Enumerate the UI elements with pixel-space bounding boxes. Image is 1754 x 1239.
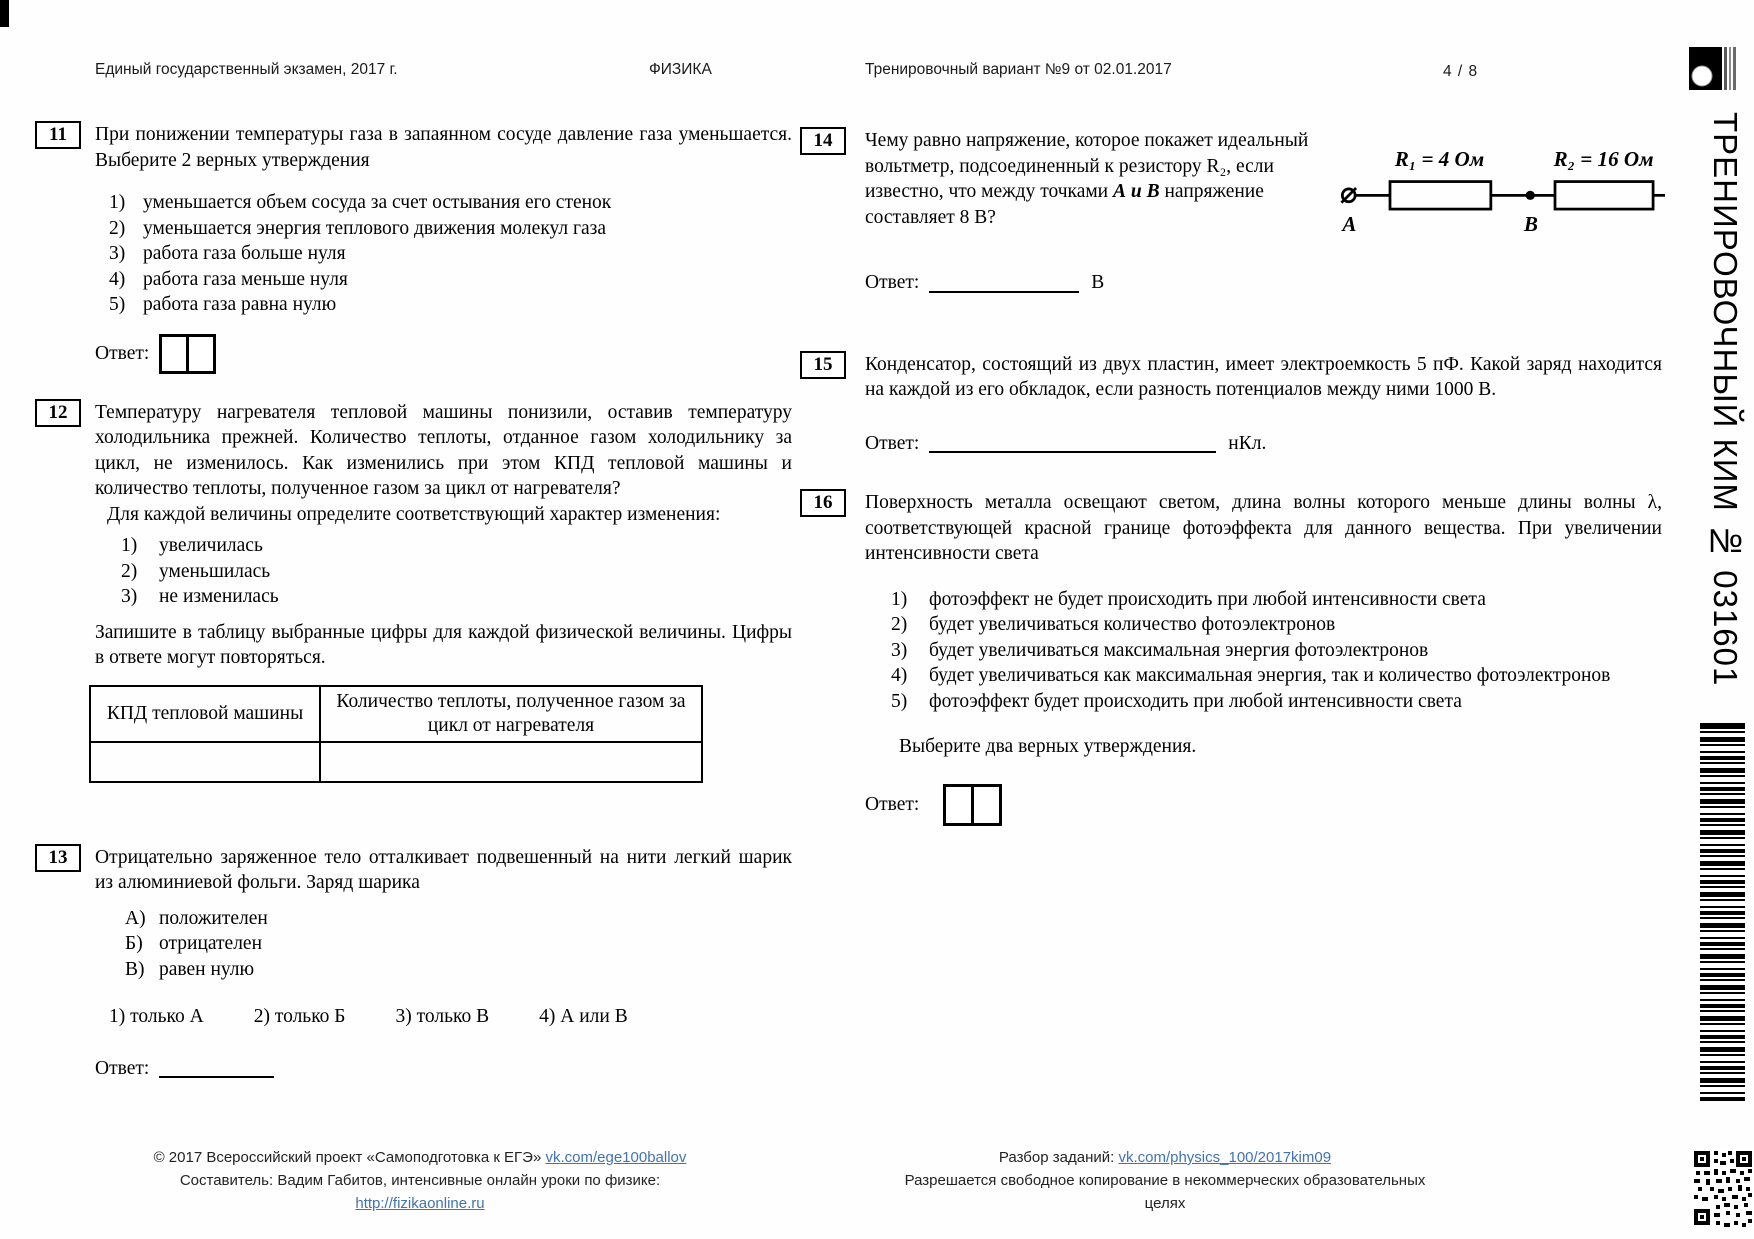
footer-analysis-line bbox=[885, 1146, 1445, 1169]
qr-code bbox=[1692, 1149, 1754, 1229]
q11-option-4 bbox=[109, 267, 792, 293]
option-text: работа газа меньше нуля bbox=[143, 268, 348, 290]
question-16-options bbox=[865, 587, 1662, 715]
question-16-text: Поверхность металла освещают светом, длина волны которого меньше длины волны λ, соответствующей красной границе фотоэффекта для данного вещества. При увеличении интенсивности света bbox=[865, 492, 1662, 564]
footer-copyright-text: © 2017 Всероссийский проект «Самоподготовка к ЕГЭ» bbox=[153, 1149, 546, 1166]
question-13 bbox=[35, 845, 792, 1082]
footer-copyright-line bbox=[120, 1146, 720, 1169]
option-text: будет увеличиваться максимальная энергия фотоэлектронов bbox=[929, 639, 1429, 661]
scan-corner-mark bbox=[0, 0, 9, 27]
option-text: уменьшилась bbox=[159, 560, 271, 582]
header-variant: Тренировочный вариант №9 от 02.01.2017 bbox=[865, 61, 1172, 78]
option-number: 3) bbox=[121, 586, 138, 607]
option-text: отрицателен bbox=[159, 933, 263, 954]
question-13-text: Отрицательно заряженное тело отталкивает подвешенный на нити легкий шарик из алюминиевой фольги. Заряд шарика bbox=[95, 846, 792, 893]
footer-author-line bbox=[120, 1169, 720, 1215]
kim-vertical-label: ТРЕНИРОВОЧНЫЙ КИМ № 031601 bbox=[1707, 112, 1744, 687]
ege100ballov-logo bbox=[1689, 46, 1737, 92]
answer-label: Ответ: bbox=[865, 793, 920, 815]
question-12-options bbox=[95, 533, 792, 610]
q13-choice-1: 1) только А bbox=[109, 1006, 204, 1027]
q15-answer-row bbox=[865, 431, 1662, 457]
circuit-diagram bbox=[1335, 132, 1665, 244]
node-b-dot bbox=[1526, 191, 1535, 200]
q15-answer-blank[interactable] bbox=[929, 433, 1216, 453]
question-12-number: 12 bbox=[35, 399, 81, 427]
answer-label: Ответ: bbox=[95, 1057, 150, 1079]
footer-left bbox=[120, 1146, 720, 1215]
q14-answer-blank[interactable] bbox=[929, 273, 1079, 293]
question-15-text: Конденсатор, состоящий из двух пластин, имеет электроемкость 5 пФ. Какой заряд находится на каждой из его обкладок, если разность потенциалов между ними 1000 В. bbox=[865, 353, 1662, 400]
option-text: положителен bbox=[159, 907, 268, 929]
answer-label: Ответ: bbox=[865, 272, 920, 293]
q15-answer-unit: нКл. bbox=[1228, 432, 1267, 454]
resistor-r2-label: R₂ = 16 Ом bbox=[1553, 147, 1654, 171]
question-11 bbox=[35, 122, 792, 374]
question-14-number: 14 bbox=[800, 127, 846, 155]
option-text: будет увеличиваться количество фотоэлектронов bbox=[929, 614, 1336, 635]
question-13-numbered-options bbox=[95, 1004, 792, 1030]
question-12 bbox=[35, 400, 792, 783]
footer-analysis-link[interactable]: vk.com/physics_100/2017kim09 bbox=[1118, 1149, 1332, 1166]
q11-option-3 bbox=[109, 241, 792, 267]
option-text: не изменилась bbox=[159, 586, 279, 607]
q13-answer-row bbox=[95, 1056, 792, 1082]
option-number: 1) bbox=[121, 535, 138, 556]
q16-option-2 bbox=[891, 612, 1662, 638]
option-text: равен нулю bbox=[159, 958, 255, 980]
q14-answer-row bbox=[865, 270, 1662, 296]
q16-answer-cell-2[interactable] bbox=[971, 784, 1002, 826]
option-text: работа газа равна нулю bbox=[143, 294, 337, 315]
q16-answer-row bbox=[865, 784, 1662, 826]
right-column bbox=[800, 128, 1662, 826]
left-column bbox=[35, 122, 792, 1081]
question-12-text: Температуру нагревателя тепловой машины понизили, оставив температуру холодильника прежней. Количество теплоты, отданное газом холодильнику за цикл, не изменилось. Как изменились при этом КПД тепловой машины и количество теплоты, полученное газом за цикл от нагревателя? bbox=[95, 401, 792, 499]
footer-license-line: Разрешается свободное копирование в некоммерческих образовательных целях bbox=[904, 1172, 1426, 1212]
table-header-row bbox=[90, 686, 702, 742]
q14-text-pre: Чему равно напряжение, которое покажет идеальный вольтметр, подсоединенный к резистору R₂, если известно, что между точками bbox=[865, 130, 1309, 202]
question-13-number: 13 bbox=[35, 844, 81, 872]
option-number: 2) bbox=[891, 614, 908, 635]
question-15 bbox=[800, 352, 1662, 457]
q13-choice-4: 4) А или В bbox=[539, 1006, 628, 1027]
option-letter: Б) bbox=[125, 933, 143, 954]
q12-option-3 bbox=[121, 584, 792, 610]
table-header-heat: Количество теплоты, полученное газом за цикл от нагревателя bbox=[320, 686, 702, 742]
q16-option-1 bbox=[891, 587, 1662, 613]
q12-option-1 bbox=[121, 533, 792, 559]
q12-option-2 bbox=[121, 559, 792, 585]
header-exam-title: Единый государственный экзамен, 2017 г. bbox=[95, 61, 398, 78]
question-14-text bbox=[865, 128, 1320, 230]
header-subject: ФИЗИКА bbox=[649, 61, 712, 78]
resistor-r1-label: R₁ = 4 Ом bbox=[1394, 147, 1485, 171]
question-16-number: 16 bbox=[800, 489, 846, 517]
table-header-kpd: КПД тепловой машины bbox=[90, 686, 320, 742]
option-number: 1) bbox=[891, 588, 908, 610]
answer-label: Ответ: bbox=[95, 342, 150, 364]
question-12-subtext: Для каждой величины определите соответствующий характер изменения: bbox=[107, 503, 721, 525]
option-number: 1) bbox=[109, 192, 126, 213]
footer-author-text: Составитель: Вадим Габитов, интенсивные онлайн уроки по физике: bbox=[179, 1172, 661, 1189]
point-b-label: B bbox=[1523, 212, 1538, 237]
q13-choice-3: 3) только В bbox=[395, 1006, 490, 1027]
point-a-label: A bbox=[1342, 212, 1357, 237]
kim-barcode bbox=[1700, 723, 1745, 1101]
q14-text-post: напряжение составляет 8 В? bbox=[865, 181, 1264, 228]
q14-answer-unit: В bbox=[1091, 272, 1105, 293]
question-11-options bbox=[95, 190, 792, 318]
option-letter: А) bbox=[125, 907, 146, 929]
option-text: фотоэффект будет происходить при любой интенсивности света bbox=[929, 690, 1462, 712]
question-15-number: 15 bbox=[800, 351, 846, 379]
q12-answer-table bbox=[89, 685, 703, 783]
q16-option-5 bbox=[891, 689, 1662, 715]
q11-answer-row bbox=[95, 334, 792, 374]
q16-answer-cell-1[interactable] bbox=[943, 784, 974, 826]
option-number: 2) bbox=[121, 560, 138, 582]
footer-right bbox=[885, 1146, 1445, 1215]
q12-answer-cell-1[interactable] bbox=[90, 742, 320, 782]
q11-answer-cell-2[interactable] bbox=[186, 334, 216, 374]
option-number: 3) bbox=[109, 243, 126, 264]
q13-option-v bbox=[125, 957, 792, 983]
question-11-number: 11 bbox=[35, 121, 81, 149]
option-number: 2) bbox=[109, 217, 126, 239]
page-number: 4 / 8 bbox=[1443, 63, 1479, 80]
question-13-lettered-options bbox=[95, 906, 792, 983]
option-number: 3) bbox=[891, 639, 908, 661]
q13-option-a bbox=[125, 906, 792, 932]
option-number: 5) bbox=[891, 690, 908, 712]
option-text: будет увеличиваться как максимальная энергия, так и количество фотоэлектронов bbox=[929, 665, 1611, 686]
q16-answer-boxes[interactable] bbox=[943, 784, 1002, 826]
q12-answer-cell-2[interactable] bbox=[320, 742, 702, 782]
circuit-wires bbox=[1341, 182, 1665, 210]
option-text: увеличилась bbox=[159, 535, 263, 556]
question-11-text: При понижении температуры газа в запаянном сосуде давление газа уменьшается. Выберите 2 верных утверждения bbox=[95, 124, 792, 171]
option-letter: В) bbox=[125, 958, 145, 980]
q11-option-5 bbox=[109, 292, 792, 318]
question-12-note: Запишите в таблицу выбранные цифры для каждой физической величины. Цифры в ответе могут повторяться. bbox=[95, 621, 792, 668]
option-text: уменьшается объем сосуда за счет остывания его стенок bbox=[143, 192, 612, 213]
option-text: уменьшается энергия теплового движения молекул газа bbox=[143, 217, 607, 239]
q16-option-4 bbox=[891, 663, 1662, 689]
q16-option-3 bbox=[891, 638, 1662, 664]
q11-answer-cell-1[interactable] bbox=[159, 334, 189, 374]
footer-site-link[interactable]: http://fizikaonline.ru bbox=[355, 1195, 485, 1212]
question-16 bbox=[800, 490, 1662, 826]
option-number: 4) bbox=[891, 665, 908, 686]
q13-answer-blank[interactable] bbox=[159, 1058, 274, 1078]
q11-answer-boxes[interactable] bbox=[159, 334, 216, 374]
option-number: 5) bbox=[109, 294, 126, 315]
table-answer-row bbox=[90, 742, 702, 782]
question-16-prompt: Выберите два верных утверждения. bbox=[899, 736, 1197, 757]
footer-analysis-text: Разбор заданий: bbox=[998, 1149, 1119, 1166]
q13-option-b bbox=[125, 931, 792, 957]
option-text: работа газа больше нуля bbox=[143, 243, 346, 264]
footer-vk-link[interactable]: vk.com/ege100ballov bbox=[545, 1149, 687, 1166]
q11-option-1 bbox=[109, 190, 792, 216]
q11-option-2 bbox=[109, 216, 792, 242]
option-number: 4) bbox=[109, 268, 126, 290]
option-text: фотоэффект не будет происходить при любой интенсивности света bbox=[929, 588, 1486, 610]
q13-choice-2: 2) только Б bbox=[253, 1006, 346, 1027]
q14-text-points: А и В bbox=[1113, 181, 1160, 202]
answer-label: Ответ: bbox=[865, 432, 920, 454]
question-14 bbox=[800, 128, 1662, 296]
